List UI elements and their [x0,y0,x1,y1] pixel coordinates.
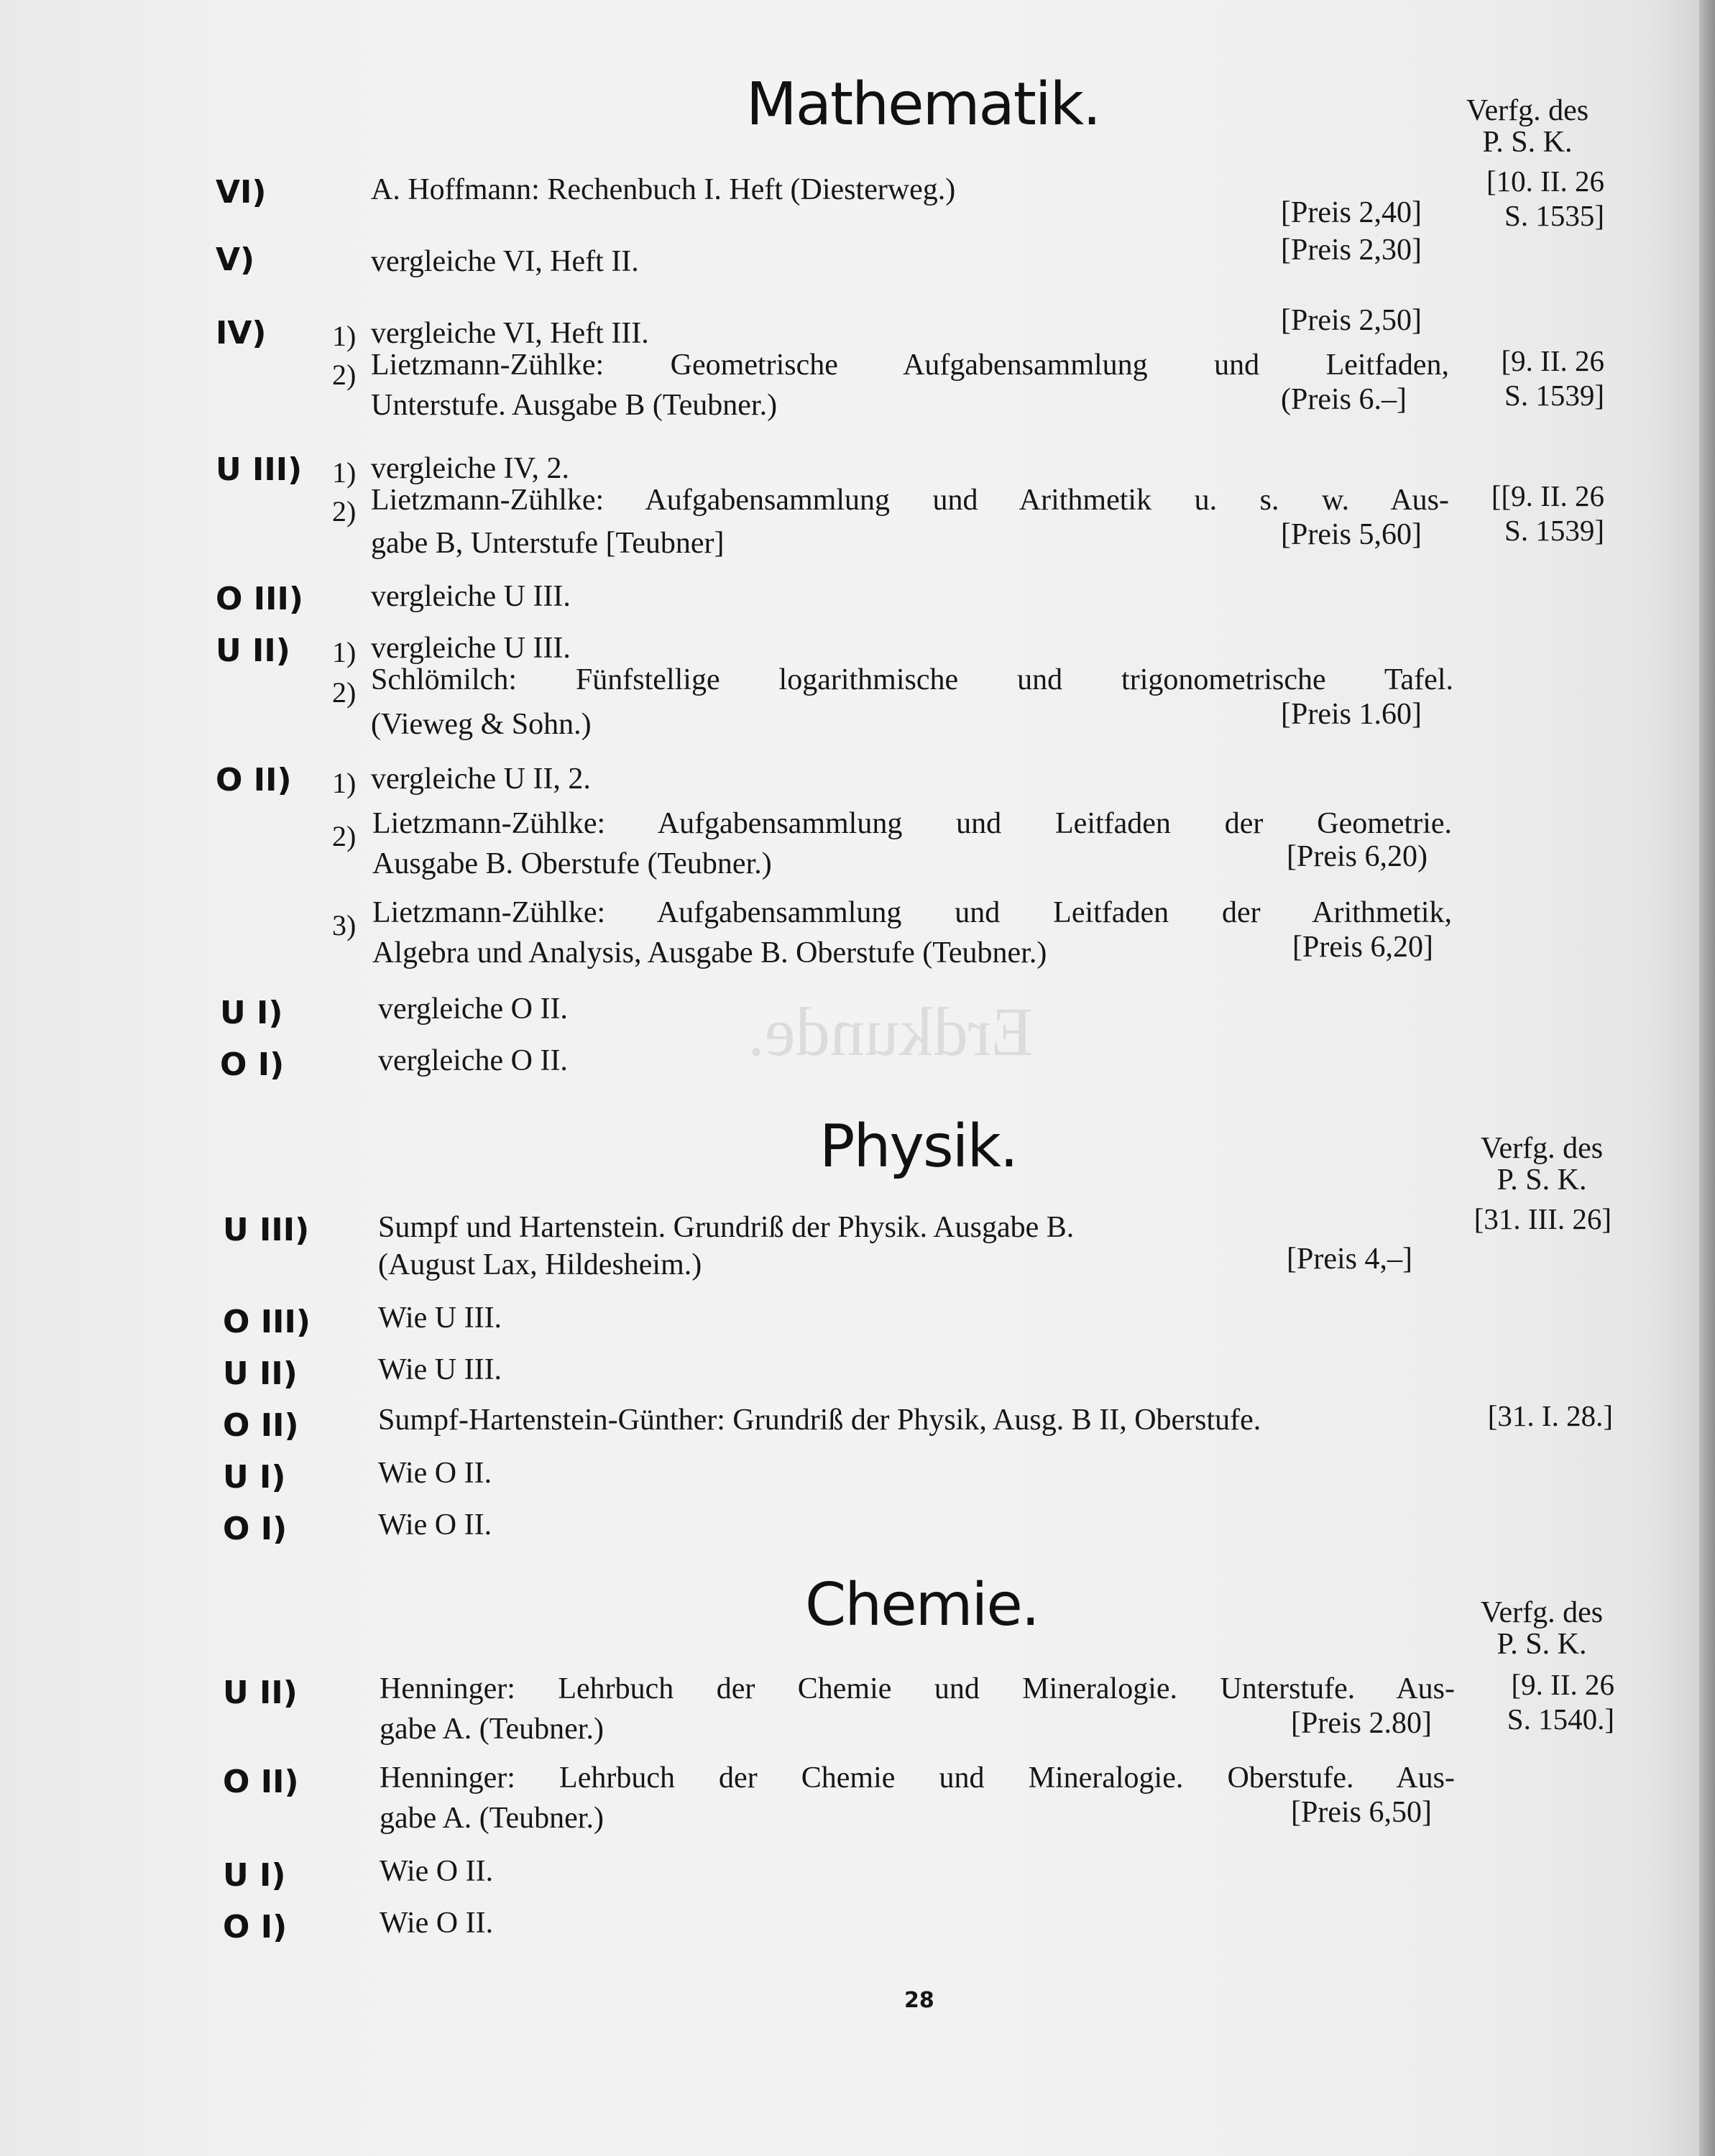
entry-text: Schlömilch: Fünfstellige logarithmische und trigonometrische Tafel. [371,663,1453,696]
psk-reference: [31. I. 28.] [1487,1399,1613,1432]
entry-text: vergleiche VI, Heft II. [371,245,639,278]
entry-text: vergleiche O II. [378,992,568,1026]
entry-text: Wie U III. [378,1302,502,1335]
class-label-u-ii: U II) [223,1674,298,1711]
verfg-line-1: Verfg. des [1480,1596,1604,1629]
entry-text: Wie O II. [378,1508,492,1542]
entry-price: [Preis 2,30] [1281,234,1422,267]
section-title-mathematik: Mathematik. [746,70,1100,139]
item-number: 1) [332,636,357,668]
item-number: 2) [332,359,357,391]
section-title-physik: Physik. [819,1112,1018,1181]
verfg-line-2: P. S. K. [1482,126,1573,159]
entry-text: Henninger: Lehrbuch der Chemie und Mineralogie. Oberstufe. Aus- [380,1761,1455,1795]
entry-text: Wie O II. [378,1457,492,1490]
verfg-header-physik [1459,1133,1624,1196]
psk-page: S. 1540.] [1507,1703,1614,1736]
psk-date: [10. II. 26 [1486,165,1604,198]
page-edge-shadow [1699,0,1715,2156]
psk-reference [1438,344,1604,413]
entry-text: vergleiche VI, Heft III. [371,317,649,350]
item-number: 1) [332,320,357,352]
verfg-line-1: Verfg. des [1466,94,1589,127]
psk-date: [[9. II. 26 [1491,479,1604,512]
psk-reference [1438,164,1604,233]
entry-text: vergleiche IV, 2. [371,452,570,485]
entry-text: gabe B, Unterstufe [Teubner] [371,527,725,560]
entry-text: A. Hoffmann: Rechenbuch I. Heft (Diesterweg.) [371,173,956,206]
psk-reference [1438,479,1604,548]
psk-page: S. 1535] [1504,199,1604,232]
class-label-o-i: O I) [223,1909,288,1945]
entry-text: Unterstufe. Ausgabe B (Teubner.) [371,389,778,422]
entry-text: vergleiche U II, 2. [371,763,591,796]
entry-text: gabe A. (Teubner.) [380,1713,604,1746]
page-number: 28 [904,1988,934,2013]
entry-text: Sumpf und Hartenstein. Grundriß der Physik. Ausgabe B. [378,1211,1075,1244]
verfg-line-2: P. S. K. [1496,1628,1587,1661]
verfg-line-2: P. S. K. [1496,1164,1587,1197]
entry-text: Lietzmann-Zühlke: Aufgabensammlung und Arithmetik u. s. w. Aus- [371,484,1449,517]
item-number: 3) [332,909,357,941]
class-label-o-iii: O III) [216,581,303,617]
psk-page: S. 1539] [1504,514,1604,547]
item-number: 2) [332,495,357,528]
entry-text: Algebra und Analysis, Ausgabe B. Oberstufe (Teubner.) [372,936,1047,969]
entry-text: vergleiche U III. [371,580,571,613]
verfg-header-chemie [1459,1597,1624,1660]
class-label-u-i: U I) [223,1459,286,1496]
class-label-iv: IV) [216,315,267,351]
class-label-o-ii: O II) [223,1764,299,1800]
entry-text: (August Lax, Hildesheim.) [378,1248,702,1281]
item-number: 1) [332,767,357,799]
entry-price: [Preis 4,–] [1287,1243,1412,1276]
entry-text: Lietzmann-Zühlke: Aufgabensammlung und Leitfaden der Geometrie. [372,807,1452,840]
item-number: 2) [332,676,357,709]
entry-price: [Preis 6,20) [1287,840,1427,873]
entry-price: [Preis 6,50] [1291,1796,1432,1829]
psk-date: [9. II. 26 [1511,1668,1614,1701]
entry-text: vergleiche U III. [371,632,571,665]
psk-reference [1466,1667,1614,1736]
class-label-u-ii: U II) [216,632,290,669]
entry-text: (Vieweg & Sohn.) [371,708,592,741]
entry-price: [Preis 2,40] [1281,196,1422,229]
class-label-vi: VI) [216,174,267,211]
entry-text: gabe A. (Teubner.) [380,1802,604,1835]
entry-text: Wie O II. [380,1855,494,1888]
section-title-chemie: Chemie. [805,1571,1039,1639]
verfg-header-mathematik [1445,95,1610,158]
class-label-o-i: O I) [220,1046,285,1083]
class-label-o-i: O I) [223,1511,288,1547]
class-label-u-iii: U III) [216,451,303,488]
class-label-v: V) [216,241,255,278]
class-label-u-ii: U II) [223,1355,298,1392]
psk-date: [9. II. 26 [1501,344,1604,377]
verfg-line-1: Verfg. des [1480,1132,1604,1165]
psk-reference: [31. III. 26] [1473,1202,1611,1235]
entry-price: [Preis 2.80] [1291,1707,1432,1740]
item-number: 2) [332,820,357,852]
class-label-u-i: U I) [220,995,283,1031]
entry-text: Ausgabe B. Oberstufe (Teubner.) [372,847,772,880]
entry-price: (Preis 6.–] [1281,383,1407,416]
entry-price: [Preis 6,20] [1292,931,1433,964]
entry-price: [Preis 1.60] [1281,698,1422,731]
item-number: 1) [332,456,357,489]
class-label-u-iii: U III) [223,1212,310,1248]
entry-price: [Preis 2,50] [1281,304,1422,337]
psk-page: S. 1539] [1504,379,1604,412]
bleed-through-title: Erdkunde. [748,993,1034,1070]
entry-text: Wie U III. [378,1353,502,1386]
entry-text: Henninger: Lehrbuch der Chemie und Mineralogie. Unterstufe. Aus- [380,1672,1455,1705]
entry-text: Lietzmann-Zühlke: Geometrische Aufgabensammlung und Leitfaden, [371,349,1449,382]
entry-text: Lietzmann-Zühlke: Aufgabensammlung und Leitfaden der Arithmetik, [372,896,1452,929]
entry-price: [Preis 5,60] [1281,518,1422,551]
class-label-o-ii: O II) [216,762,292,798]
entry-text: Wie O II. [380,1907,494,1940]
entry-text: vergleiche O II. [378,1044,568,1077]
entry-text: Sumpf-Hartenstein-Günther: Grundriß der Physik, Ausg. B II, Oberstufe. [378,1404,1261,1437]
class-label-o-ii: O II) [223,1407,299,1444]
class-label-o-iii: O III) [223,1304,311,1340]
class-label-u-i: U I) [223,1857,286,1894]
